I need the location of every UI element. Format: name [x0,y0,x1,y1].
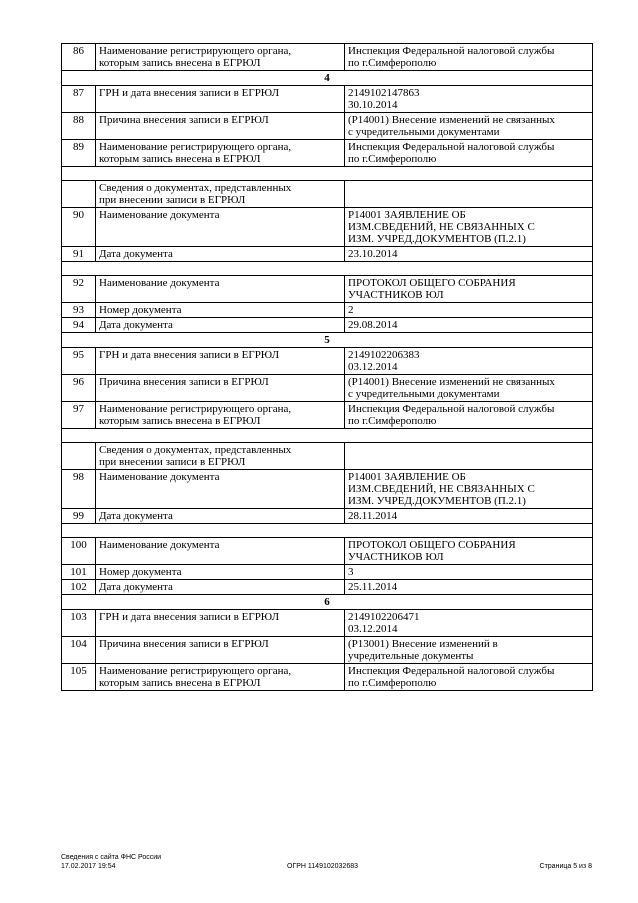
spacer-row [62,262,593,276]
row-label: Наименование регистрирующего органа, которым запись внесена в ЕГРЮЛ [96,140,345,167]
row-label: Номер документа [96,565,345,580]
table-row [62,664,593,691]
row-label: Наименование регистрирующего органа, которым запись внесена в ЕГРЮЛ [96,664,345,691]
table-row [62,637,593,664]
row-value: (Р13001) Внесение изменений в учредительные документы [345,637,593,664]
table-row [62,538,593,565]
row-number: 92 [62,276,96,303]
row-number: 87 [62,86,96,113]
table-row [62,181,593,208]
row-label: Наименование регистрирующего органа, которым запись внесена в ЕГРЮЛ [96,402,345,429]
row-label: Номер документа [96,303,345,318]
row-label: Причина внесения записи в ЕГРЮЛ [96,637,345,664]
row-label: Дата документа [96,580,345,595]
table-row [62,348,593,375]
table-row [62,140,593,167]
row-value: Инспекция Федеральной налоговой службы по г.Симферополю [345,664,593,691]
spacer-cell [62,524,593,538]
row-label: ГРН и дата внесения записи в ЕГРЮЛ [96,86,345,113]
section-header-row [62,71,593,86]
row-number: 97 [62,402,96,429]
section-number: 4 [62,71,593,86]
row-value: Инспекция Федеральной налоговой службы по г.Симферополю [345,402,593,429]
row-number: 86 [62,44,96,71]
section-number: 5 [62,333,593,348]
row-value: 2 [345,303,593,318]
table-row [62,113,593,140]
spacer-cell [62,167,593,181]
row-number: 98 [62,470,96,509]
footer-page-number: Страница 5 из 8 [539,863,592,870]
table-row [62,565,593,580]
row-value: 28.11.2014 [345,509,593,524]
section-header-row [62,333,593,348]
row-number: 101 [62,565,96,580]
row-value: 2149102147863 30.10.2014 [345,86,593,113]
row-number: 89 [62,140,96,167]
row-value: 2149102206383 03.12.2014 [345,348,593,375]
row-value: Инспекция Федеральной налоговой службы по г.Симферополю [345,140,593,167]
section-header-row [62,595,593,610]
row-number: 95 [62,348,96,375]
row-number: 104 [62,637,96,664]
row-number: 105 [62,664,96,691]
row-label: Причина внесения записи в ЕГРЮЛ [96,113,345,140]
row-label: Наименование документа [96,208,345,247]
row-number: 102 [62,580,96,595]
table-row [62,470,593,509]
row-number: 100 [62,538,96,565]
row-label: Наименование документа [96,538,345,565]
table-row [62,402,593,429]
row-value: 29.08.2014 [345,318,593,333]
row-value: 23.10.2014 [345,247,593,262]
table-row [62,276,593,303]
row-value: (Р14001) Внесение изменений не связанных с учредительными документами [345,375,593,402]
row-label: Дата документа [96,509,345,524]
row-label: Наименование регистрирующего органа, которым запись внесена в ЕГРЮЛ [96,44,345,71]
row-label: Наименование документа [96,276,345,303]
table-row [62,86,593,113]
table-row [62,303,593,318]
row-number [62,443,96,470]
row-value: (Р14001) Внесение изменений не связанных с учредительными документами [345,113,593,140]
spacer-row [62,524,593,538]
row-value: ПРОТОКОЛ ОБЩЕГО СОБРАНИЯ УЧАСТНИКОВ ЮЛ [345,276,593,303]
table-row [62,44,593,71]
spacer-cell [62,262,593,276]
row-label: Наименование документа [96,470,345,509]
row-label: Причина внесения записи в ЕГРЮЛ [96,375,345,402]
row-value: 3 [345,565,593,580]
page-footer [61,853,592,879]
row-label: Дата документа [96,318,345,333]
row-number: 99 [62,509,96,524]
table-row [62,509,593,524]
row-number: 88 [62,113,96,140]
row-number [62,181,96,208]
row-label: Дата документа [96,247,345,262]
spacer-cell [62,429,593,443]
row-number: 91 [62,247,96,262]
row-label: ГРН и дата внесения записи в ЕГРЮЛ [96,348,345,375]
row-number: 94 [62,318,96,333]
section-number: 6 [62,595,593,610]
egrul-table [61,43,593,691]
footer-datetime: 17.02.2017 19:54 [61,863,116,870]
table-row [62,208,593,247]
table-body [62,44,593,691]
row-value: Инспекция Федеральной налоговой службы по г.Симферополю [345,44,593,71]
row-value: ПРОТОКОЛ ОБЩЕГО СОБРАНИЯ УЧАСТНИКОВ ЮЛ [345,538,593,565]
row-label: Сведения о документах, представленных при внесении записи в ЕГРЮЛ [96,443,345,470]
row-value: 2149102206471 03.12.2014 [345,610,593,637]
footer-source-block [61,853,161,871]
row-number: 90 [62,208,96,247]
spacer-row [62,429,593,443]
row-number: 96 [62,375,96,402]
table-row [62,318,593,333]
table-row [62,375,593,402]
row-label: Сведения о документах, представленных при внесении записи в ЕГРЮЛ [96,181,345,208]
row-number: 103 [62,610,96,637]
table-row [62,610,593,637]
footer-source: Сведения с сайта ФНС России [61,854,162,861]
row-value [345,443,593,470]
table-row [62,443,593,470]
row-number: 93 [62,303,96,318]
table-row [62,580,593,595]
table-row [62,247,593,262]
row-value: Р14001 ЗАЯВЛЕНИЕ ОБ ИЗМ.СВЕДЕНИЙ, НЕ СВЯЗАННЫХ С ИЗМ. УЧРЕД.ДОКУМЕНТОВ (П.2.1) [345,208,593,247]
row-value: 25.11.2014 [345,580,593,595]
footer-ogrn: ОГРН 1149102032683 [287,863,358,870]
row-value: Р14001 ЗАЯВЛЕНИЕ ОБ ИЗМ.СВЕДЕНИЙ, НЕ СВЯЗАННЫХ С ИЗМ. УЧРЕД.ДОКУМЕНТОВ (П.2.1) [345,470,593,509]
row-label: ГРН и дата внесения записи в ЕГРЮЛ [96,610,345,637]
spacer-row [62,167,593,181]
row-value [345,181,593,208]
